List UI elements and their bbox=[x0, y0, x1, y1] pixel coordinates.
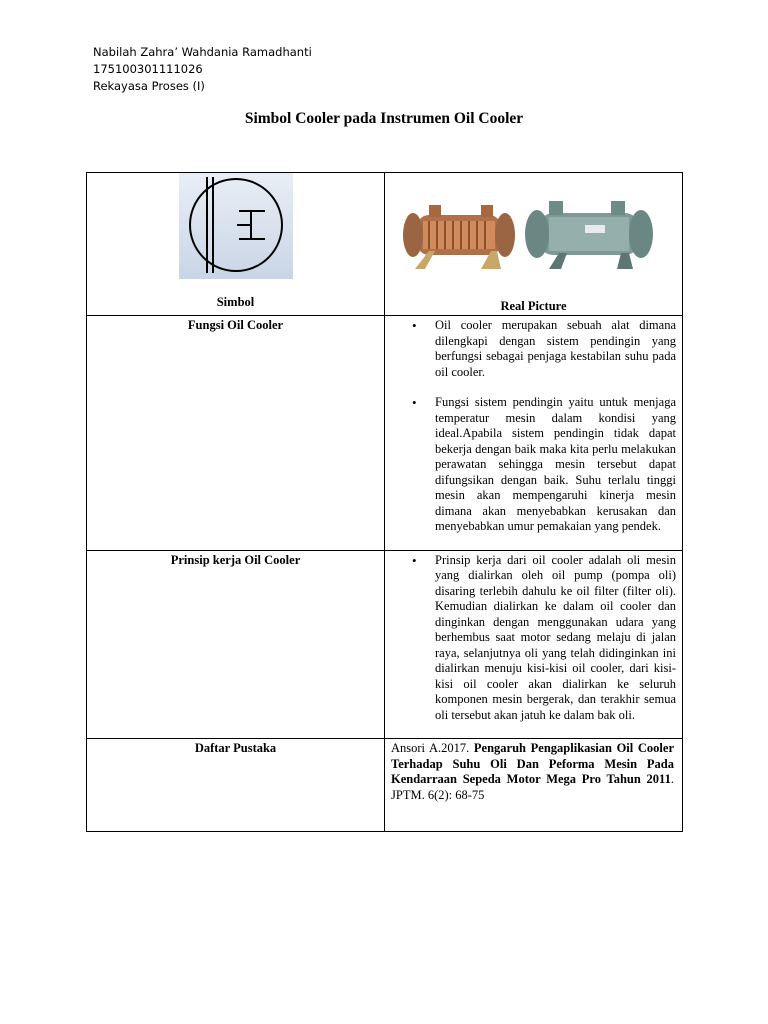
reference-row bbox=[87, 739, 683, 832]
list-item: • Oil cooler merupakan sebuah alat dimana dilengkapi dengan sistem pendingin yang berfungsi sebagai penjaga kestabilan suhu pada oil cooler. bbox=[435, 318, 676, 380]
principle-label-cell bbox=[87, 550, 385, 739]
reference-label: Daftar Pustaka bbox=[194, 741, 277, 755]
page-title: Simbol Cooler pada Instrumen Oil Cooler bbox=[244, 110, 524, 127]
principle-content-cell bbox=[385, 550, 683, 739]
list-item: • Fungsi sistem pendingin yaitu untuk menjaga temperatur mesin dalam kondisi yang ideal.Apabila sistem pendingin tidak dapat bekerja dengan baik maka kita perlu melakukan perawatan sehingga mesin tersebut dapat difungsikan dengan baik. Suhu terlalu tinggi mesin akan mempengaruhi kinerja mesin dimana akan menyebabkan kerusakan dan menyebabkan umur pemakaian yang pendek. bbox=[435, 395, 676, 535]
symbol-label: Simbol bbox=[216, 295, 255, 309]
course-name: Rekayasa Proses (I) bbox=[93, 79, 205, 93]
symbol-cell bbox=[87, 173, 385, 316]
function-bullet-list bbox=[385, 318, 676, 535]
principle-bullet-list bbox=[385, 553, 676, 724]
function-row bbox=[87, 316, 683, 551]
reference-text bbox=[385, 739, 682, 803]
reference-source: . JPTM. 6(2): 68-75 bbox=[391, 772, 674, 802]
picture-cell bbox=[385, 173, 683, 316]
student-id: 175100301111026 bbox=[93, 62, 203, 76]
function-label-cell bbox=[87, 316, 385, 551]
reference-author: Ansori A.2017. bbox=[391, 741, 470, 755]
principle-row bbox=[87, 550, 683, 739]
oil-cooler-photo bbox=[389, 177, 679, 281]
function-content-cell bbox=[385, 316, 683, 551]
list-item: • Prinsip kerja dari oil cooler adalah oli mesin yang dialirkan oleh oil pump (pompa oli) disaring terlebih dahulu ke oil filter (filter oli). Kemudian dialirkan ke dalam oil cooler dan dinginkan dengan menggunakan udara yang berhembus saat motor sedang melaju di jalan raya, selanjutnya oli yang telah didinginkan ini dialirkan menuju kisi-kisi oil cooler, dari kisi-kisi oil cooler akan dialirkan ke seluruh komponen mesin bergerak, dan terakhir semua oli tersebut akan jatuh ke dalam bak oli. bbox=[435, 553, 676, 724]
author-name: Nabilah Zahra’ Wahdania Ramadhanti bbox=[93, 45, 312, 59]
reference-label-cell bbox=[87, 739, 385, 832]
reference-content-cell bbox=[385, 739, 683, 832]
cooler-symbol-image bbox=[179, 173, 293, 279]
reference-title: Pengaruh Pengaplikasian Oil Cooler Terhadap Suhu Oli Dan Peforma Mesin Pada Kendarraan Sepeda Motor Mega Pro Tahun 2011 bbox=[391, 741, 674, 786]
image-row bbox=[87, 173, 683, 316]
principle-label: Prinsip kerja Oil Cooler bbox=[170, 552, 301, 567]
function-label: Fungsi Oil Cooler bbox=[187, 318, 284, 332]
real-picture-label: Real Picture bbox=[500, 299, 567, 313]
content-table bbox=[86, 172, 683, 832]
author-header bbox=[93, 44, 312, 95]
